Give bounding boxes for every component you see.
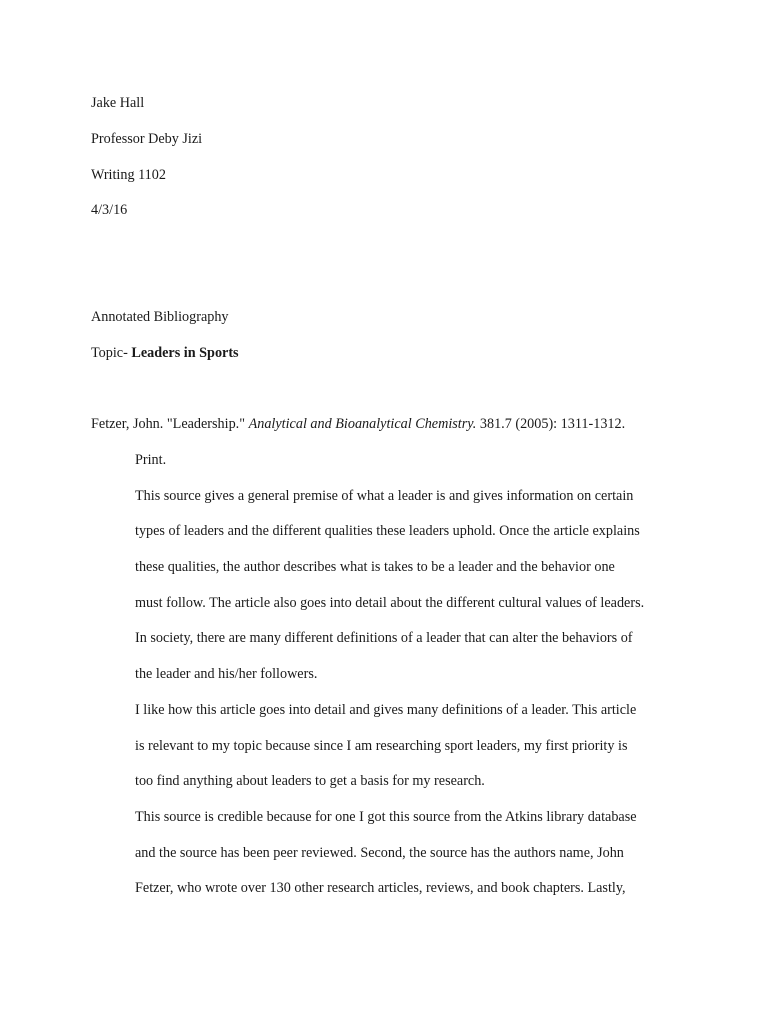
- citation-line: [91, 415, 625, 433]
- topic-prefix: Topic-: [91, 345, 132, 361]
- date: 4/3/16: [91, 202, 128, 218]
- topic-line: [91, 344, 239, 362]
- citation-details: 381.7 (2005): 1311-1312.: [476, 416, 626, 432]
- body-line: Fetzer, who wrote over 130 other research articles, reviews, and book chapters. Lastly,: [135, 880, 626, 896]
- course-name: Writing 1102: [91, 167, 166, 183]
- document-title: Annotated Bibliography: [91, 309, 229, 325]
- body-line: these qualities, the author describes what is takes to be a leader and the behavior one: [135, 559, 615, 575]
- body-line: the leader and his/her followers.: [135, 666, 318, 682]
- citation-medium: Print.: [135, 452, 167, 468]
- body-line: too find anything about leaders to get a basis for my research.: [135, 773, 485, 789]
- body-line: I like how this article goes into detail and gives many definitions of a leader. This article: [135, 702, 637, 718]
- body-line: must follow. The article also goes into detail about the different cultural values of leaders.: [135, 595, 645, 611]
- citation-journal: Analytical and Bioanalytical Chemistry.: [248, 416, 477, 432]
- body-line: is relevant to my topic because since I am researching sport leaders, my first priority is: [135, 738, 628, 754]
- professor-name: Professor Deby Jizi: [91, 131, 203, 147]
- citation-author-title: Fetzer, John. "Leadership.": [91, 416, 249, 432]
- topic-value: Leaders in Sports: [131, 345, 239, 361]
- body-line: types of leaders and the different qualities these leaders uphold. Once the article explains: [135, 523, 640, 539]
- body-line: This source is credible because for one I got this source from the Atkins library database: [135, 809, 637, 825]
- body-line: In society, there are many different definitions of a leader that can alter the behaviors of: [135, 630, 633, 646]
- student-name: Jake Hall: [91, 95, 145, 111]
- body-line: This source gives a general premise of what a leader is and gives information on certain: [135, 488, 634, 504]
- body-line: and the source has been peer reviewed. Second, the source has the authors name, John: [135, 845, 624, 861]
